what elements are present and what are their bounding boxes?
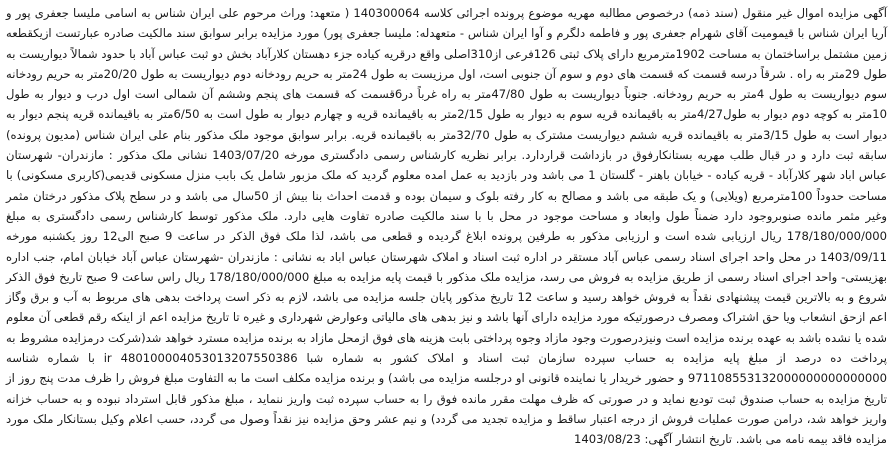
publish-date-label: تاریخ انتشار آگهی: — [640, 432, 733, 447]
notice-body-text: آگهی مزایده اموال غیر منقول (سند ذمه) درخصوص مطالبه مهریه موضوع پرونده اجرائی کلاسه 140300064 ( متعهد: وراث مرحوم علی ایران شناس به اسامی ملیسا جعفری پور و آریا ایران شناس با قیمومیت آقای شهرام جعفری پور و فاطمه دلگرم و آوا ایران شناس - متعهدله: ملیسا جعفری پور) مورد مزایده برابر سوابق سند مالکیت صادره عبارتست ازیکقطعه زمین مشتمل براساختمان به مساحت 1902مترمربع دارای پلاک ثبتی 126فرعی از310اصلی واقع درقریه کیاده جزء دهستان کلارآباد بخش دو ثبت عباس آباد با حدود شمالاً دیواریست به طول 29متر به راه . شرقاً درسه قسمت که قسمت های دوم و سوم آن جنوبی است، اول مرزیست به طول 24متر به حریم رودخانه دوم دیواریست به طول 20/20متر به حریم رودخانه سوم دیواریست به طول 4متر به حریم رودخانه. جنوباً دیواریست به طول 47/80متر به راه غرباً در6قسمت که قسمت های پنجم وششم آن شمالی است اول درب و دیوار به طول 10متر به کوچه دوم دیوار به طول4/27متر به باقیمانده قریه سوم به دیوار به طول 2/15متر به باقیمانده قریه و چهارم دیوار به طول است به 6/50متر به باقیمانده قریه پنجم دیوار به دیوار است به طول 3/15متر به باقیمانده قریه ششم دیواریست مشترک به طول 32/70متر به باقیمانده قریه. برابر سوابق موجود ملک مذکور بنام علی ایران شناس (مدیون پرونده) سابقه ثبت دارد و در قبال طلب مهریه بستانکارفوق در بازداشت قراردارد. برابر نظریه کارشناس رسمی دادگستری مورخه 1403/07/20 نشانی ملک مذکور : مازندران- شهرستان عباس اباد شهر کلارآباد - قریه کیاده - خیابان باهنر - گلستان 1 می باشد ودر بازدید به عمل امده معلوم گردید که ملک مزبور شامل یک بابب منزل مسکونی قدیمی(کاربری مسکونی) با مساحت حدوداً 100مترمربع (ویلایی) و یک طبقه می باشد و مصالح به کار رفته بلوک و سیمان بوده و قدمت احداث بنا بیش از 50سال می باشد و در سطح پلاک مذکور درختان مثمر وغیر مثمر مانده صنوبروجود دارد ضمناً طول وابعاد و مساحت موجود در محل با با سند مالکیت صادره تفاوت هایی دارد. ملک مذکور توسط کارشناس رسمی دادگستری به مبلغ 178/180/000/000 ریال ارزیابی شده است و ارزیابی مذکور به طرفین پرونده ابلاغ گردیده و قطعی می باشد، لذا ملک فوق الذکر در ساعت 9 صبح الی12 روز یکشنبه مورخه 1403/09/11 در محل واحد اجرای اسناد رسمی عباس آباد مستقر در اداره ثبت اسناد و املاک شهرستان عباس اباد به نشانی : مازندران -شهرستان عباس آباد خیابان امام، جنب اداره بهزیستی- واحد اجرای اسناد رسمی از طریق مزایده به فروش می رسد، مزایده ملک مذکور با قیمت پایه مزایده به مبلغ 178/180/000/000 ریال راس ساعت 9 صبح تاریخ فوق الذکر شروع و به بالاترین قیمت پیشنهادی نقداً به فروش خواهد رسید و ساعت 12 تاریخ مذکور پایان جلسه مزایده می باشد، لازم به ذکر است پرداخت بدهی های مربوط به آب و برق وگاز اعم ازحق انشعاب ویا حق اشتراک ومصرف درصورتیکه مورد مزایده دارای آنها باشد و نیز بدهی های مالیاتی وعوارض شهرداری و غیره تا تاریخ مزایده اعم از اینکه رقم قطعی آن معلوم شده یا نشده باشد به عهده برنده مزایده است ونیزدرصورت وجود مازاد وجوه پرداختی بابت هزینه های فوق ازمحل مازاد به برنده مزایده مسترد خواهد شد(شرکت درمزایده مشروط به پرداخت ده درصد از مبلغ پایه مزایده به حساب سپرده سازمان ثبت اسناد و املاک کشور به شماره شبا ir 480100004053013207550386 با شماره شناسه 971108553132000000000000000 و حضور خریدار یا نماینده قانونی او درجلسه مزایده می باشد) و برنده مزایده مکلف است ما به التفاوت مبلغ فروش را ظرف مدت پنج روز از تاریخ مزایده به حساب صندوق ثبت تودیع نماید و در صورتی که ظرف مهلت مقرر مانده فوق را به حساب سپرده ثبت واریز ننماید ، مبلغ مذکور قابل استرداد نبوده و به حساب خزانه واریز خواهد شد، درامن صورت عملیات فروش از درجه اعتبار ساقط و مزایده تجدید می گردد) و نیم عشر وحق مزایده نیز نقداً وصول می گردد، حسب اعلام وکیل بستانکار ملک مورد مزایده فاقد بیمه نامه می باشد. — [6, 6, 888, 447]
publish-date-value: 1403/08/23 — [573, 432, 641, 447]
